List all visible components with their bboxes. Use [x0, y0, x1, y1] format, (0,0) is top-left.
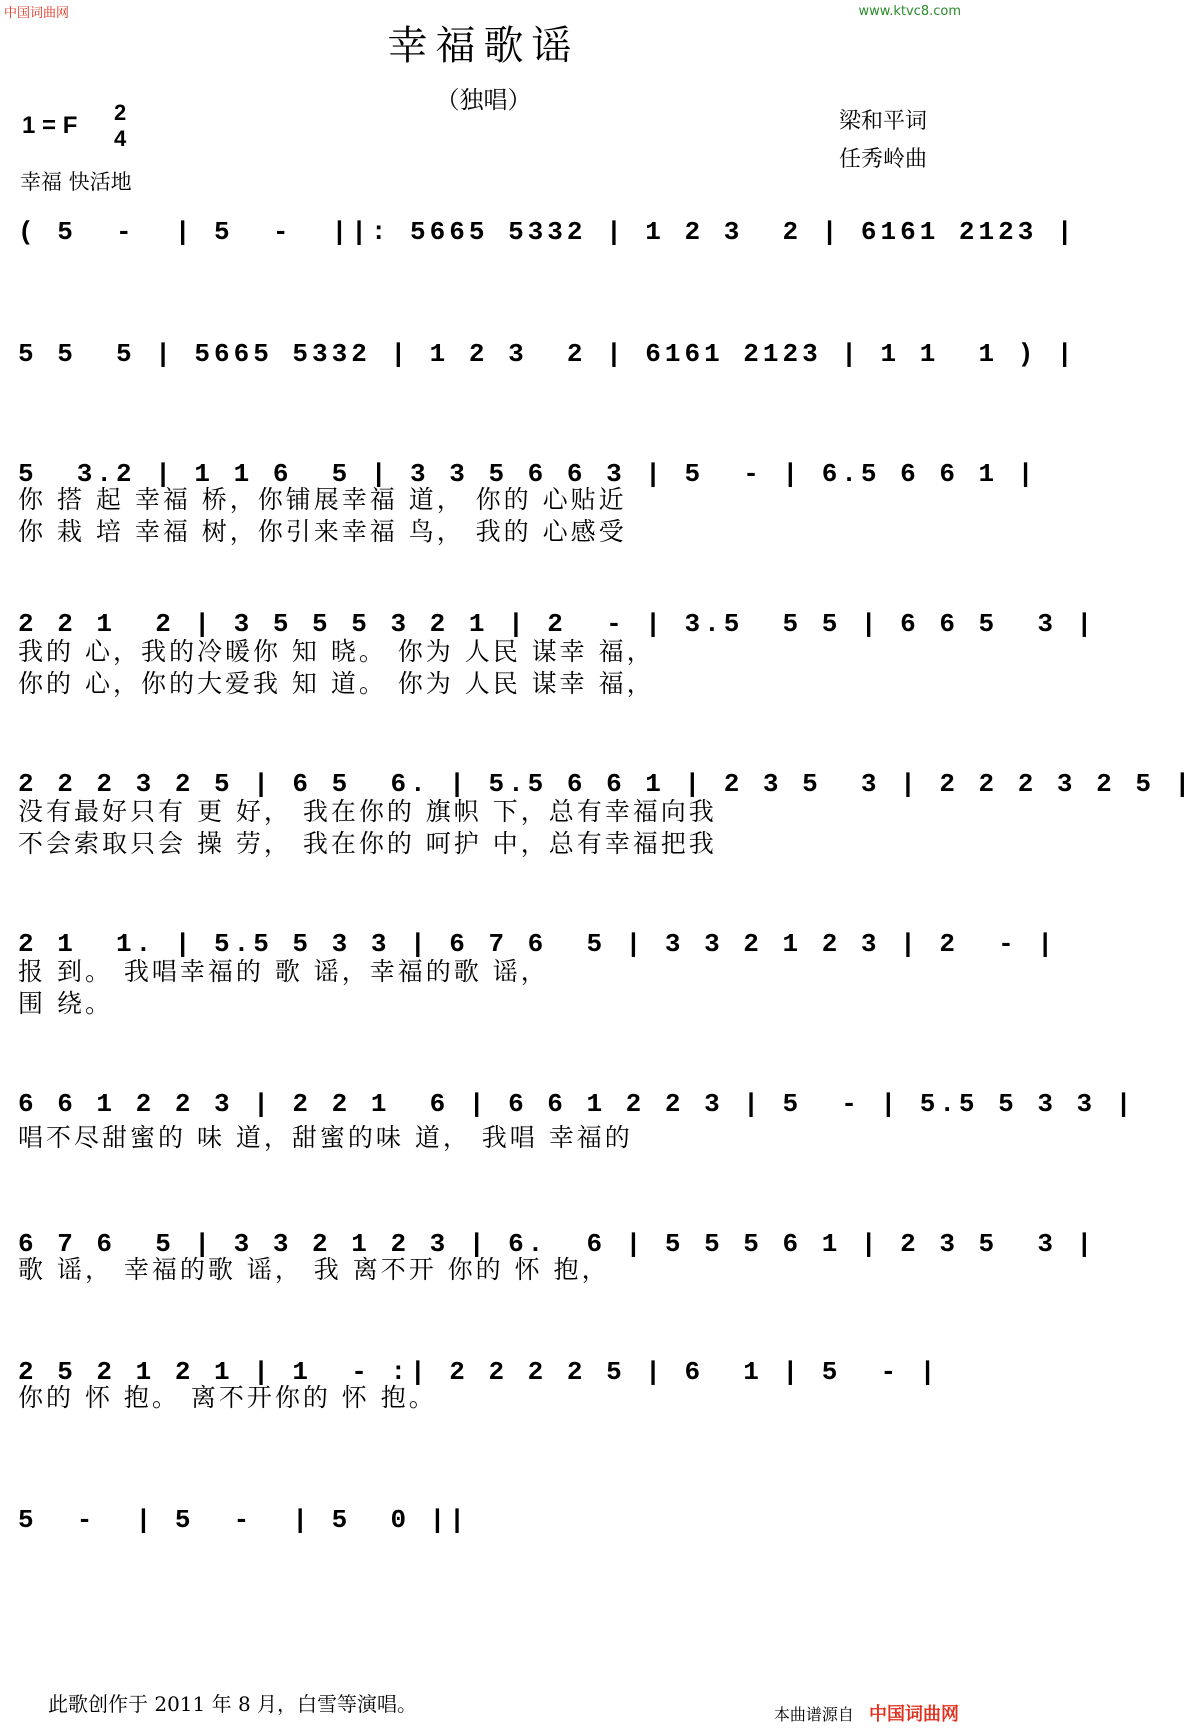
lyric-line: 你的 怀 抱。 离不开你的 怀 抱。 [18, 1383, 437, 1412]
notation-text: ( 5 - | 5 - ||: 5665 5332 | 1 2 3 2 | 6161 2123 | [18, 217, 1077, 247]
key-signature: 1 = F [22, 112, 78, 139]
song-title: 幸福歌谣 [387, 23, 580, 69]
notation-row [18, 200, 1077, 264]
notation-text: 2 2 2 3 2 5 | 6 5 6. | 5.5 6 6 1 | 2 3 5 3 | 2 2 2 3 2 5 | [18, 769, 1194, 799]
time-signature-bottom: 4 [114, 126, 127, 151]
watermark-left: 中国词曲网 [4, 6, 70, 21]
notation-text: 2 1 1. | 5.5 5 3 3 | 6 7 6 5 | 3 3 2 1 2 3 | 2 - | [18, 929, 1057, 959]
notation-text: 2 5 2 1 2 1 | 1 - :| 2 2 2 2 5 | 6 1 | 5 - | [18, 1357, 940, 1387]
footer-source [774, 1700, 959, 1726]
composer-credit: 任秀岭曲 [838, 147, 927, 172]
time-signature-top: 2 [114, 100, 127, 125]
lyric-line: 你 搭 起 幸福 桥，你铺展幸福 道， 你的 心贴近 [18, 485, 627, 514]
lyric-line: 我的 心，我的冷暖你 知 晓。 你为 人民 谋幸 福， [18, 637, 655, 666]
lyric-line: 报 到。 我唱幸福的 歌 谣，幸福的歌 谣， [18, 957, 549, 986]
lyric-line: 唱不尽甜蜜的 味 道，甜蜜的味 道， 我唱 幸福的 [18, 1123, 633, 1152]
lyric-line: 你 栽 培 幸福 树，你引来幸福 鸟， 我的 心感受 [18, 517, 627, 546]
footer-brand: 中国词曲网 [869, 1704, 959, 1725]
notation-text: 5 - | 5 - | 5 0 || [18, 1505, 469, 1535]
watermark-right: www.ktvc8.com [858, 4, 961, 19]
lyric-line: 歌 谣， 幸福的歌 谣， 我 离不开 你的 怀 抱， [18, 1255, 610, 1284]
notation-row [18, 322, 1077, 386]
notation-row [18, 1488, 949, 1552]
notation-text: 5 5 5 | 5665 5332 | 1 2 3 2 | 6161 2123 | 1 1 1 ) | [18, 339, 1077, 369]
lyric-line: 不会索取只会 操 劳， 我在你的 呵护 中，总有幸福把我 [18, 829, 717, 858]
notation-text: 6 7 6 5 | 3 3 2 1 2 3 | 6. 6 | 5 5 5 6 1 | 2 3 5 3 | [18, 1229, 1097, 1259]
footer-source-label: 本曲谱源自 [773, 1705, 854, 1724]
footer-note: 此歌创作于 2011 年 8 月，白雪等演唱。 [48, 1692, 418, 1716]
lyric-line: 没有最好只有 更 好， 我在你的 旗帜 下，总有幸福向我 [18, 797, 717, 826]
time-signature [114, 100, 126, 152]
notation-text: 6 6 1 2 2 3 | 2 2 1 6 | 6 6 1 2 2 3 | 5 - | 5.5 5 3 3 | [18, 1089, 1136, 1119]
notation-text: 5 3.2 | 1 1 6 5 | 3 3 5 6 6 3 | 5 - | 6.5 6 6 1 | [18, 459, 1038, 489]
tempo-marking: 幸福 快活地 [20, 170, 132, 194]
lyric-line: 围 绕。 [18, 989, 113, 1018]
notation-text: 2 2 1 2 | 3 5 5 5 3 2 1 | 2 - | 3.5 5 5 | 6 6 5 3 | [18, 609, 1097, 639]
lyric-line: 你的 心，你的大爱我 知 道。 你为 人民 谋幸 福， [18, 669, 655, 698]
song-subtitle: （独唱） [435, 86, 532, 114]
lyricist-credit: 梁和平词 [838, 109, 927, 134]
